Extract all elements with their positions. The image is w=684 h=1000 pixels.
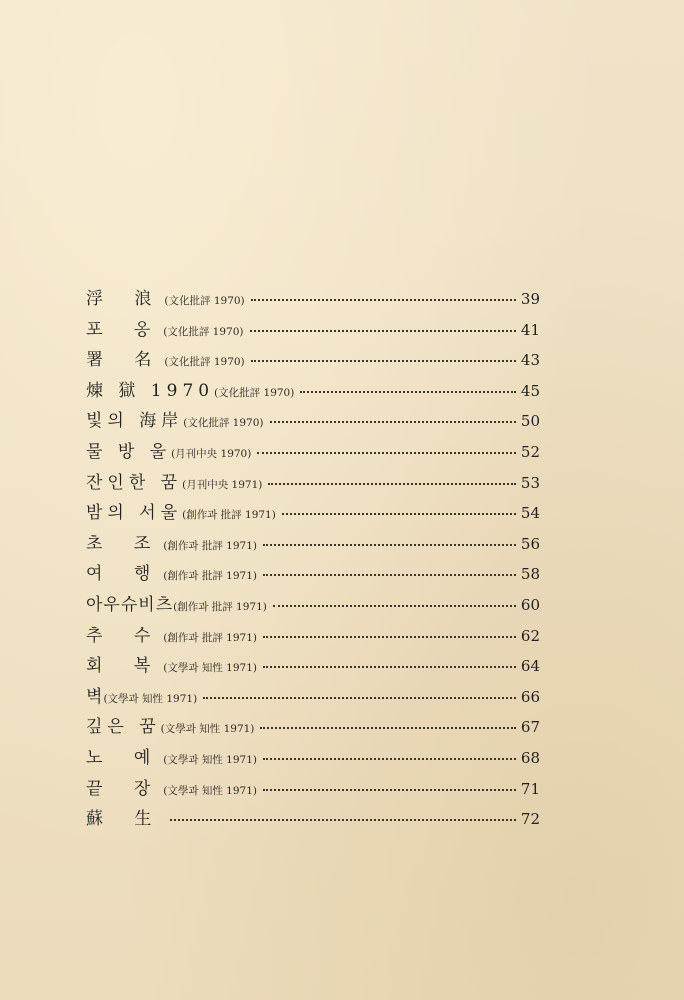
dot-leader [282, 506, 516, 518]
toc-entry-title: 노 예 [86, 747, 164, 768]
dot-leader [203, 690, 516, 702]
toc-entry-page-number: 50 [520, 412, 540, 431]
toc-entry-page-number: 66 [520, 687, 540, 706]
toc-entry-source: (文化批評 1970) [164, 356, 245, 369]
toc-entry-source: (月刊中央 1970) [171, 447, 252, 460]
toc-entry-page-number: 68 [520, 748, 540, 767]
toc-entry [86, 774, 540, 805]
dot-leader [263, 567, 516, 579]
toc-entry-page-number: 43 [520, 351, 540, 370]
toc-entry-page-number: 72 [520, 810, 540, 829]
toc-entry-page-number: 45 [520, 381, 540, 400]
toc-entry-page-number: 56 [520, 534, 540, 553]
toc-entry-source: (創作과 批評 1971) [182, 509, 276, 522]
toc-entry-source: (創作과 批評 1971) [173, 600, 267, 613]
toc-entry-source: (文化批評 1970) [214, 386, 295, 399]
toc-entry [86, 468, 540, 499]
toc-entry-source: (文學과 知性 1971) [160, 723, 255, 736]
toc-entry-source: (創作과 批評 1971) [163, 631, 257, 644]
toc-entry-source: (文化批評 1970) [163, 325, 244, 338]
toc-entry-page-number: 62 [520, 626, 540, 645]
toc-entry-page-number: 64 [520, 657, 540, 676]
toc-entry-page-number: 39 [520, 290, 540, 308]
dot-leader [300, 384, 516, 396]
toc-entry [86, 498, 540, 529]
toc-entry-page-number: 52 [520, 442, 540, 461]
toc-entry-page-number: 60 [520, 595, 540, 614]
toc-entry-page-number: 71 [520, 779, 540, 798]
dot-leader [263, 751, 516, 763]
toc-entry [86, 804, 540, 835]
toc-entry-title: 署 名 [86, 350, 165, 371]
toc-entry-title: 여 행 [86, 564, 164, 585]
toc-entry-title: 蘇 生 [86, 809, 165, 830]
toc-entry [86, 406, 540, 437]
toc-entry-title: 浮 浪 [86, 289, 165, 309]
toc-entry [86, 712, 540, 743]
toc-entry [86, 284, 540, 315]
toc-entry-title: 아우슈비츠 [86, 594, 174, 615]
dot-leader [263, 537, 516, 549]
toc-entry-title: 벽 [86, 686, 104, 707]
toc-entry-page-number: 41 [520, 320, 540, 339]
toc-entry-title: 깊은 꿈 [86, 717, 161, 738]
dot-leader [251, 292, 516, 304]
table-of-contents [86, 284, 540, 835]
dot-leader [270, 414, 516, 426]
toc-entry [86, 376, 540, 407]
dot-leader [260, 720, 516, 732]
toc-entry-title: 추 수 [86, 625, 164, 646]
toc-entry-source: (文學과 知性 1971) [103, 692, 198, 705]
dot-leader [170, 812, 516, 824]
dot-leader [257, 445, 516, 457]
toc-entry-source: (文化批評 1970) [164, 295, 245, 307]
toc-entry-source: (文學과 知性 1971) [163, 784, 257, 797]
dot-leader [263, 659, 516, 671]
toc-entry-source: (文學과 知性 1971) [163, 662, 257, 675]
dot-leader [251, 353, 516, 365]
toc-entry-page-number: 58 [520, 565, 540, 584]
dot-leader [263, 629, 516, 641]
toc-entry-title: 밤의 서울 [86, 503, 183, 524]
toc-entry-title: 끝 장 [86, 778, 164, 799]
dot-leader [263, 782, 516, 794]
dot-leader [268, 476, 516, 488]
toc-entry-title: 빛의 海岸 [86, 411, 184, 432]
toc-entry [86, 743, 540, 774]
dot-leader [250, 323, 516, 335]
toc-entry-title: 포 옹 [86, 319, 164, 340]
toc-entry-source: (創作과 批評 1971) [163, 539, 257, 552]
toc-entry-source: (文化批評 1970) [183, 417, 264, 430]
toc-entry [86, 345, 540, 376]
toc-entry [86, 315, 540, 346]
toc-entry [86, 621, 540, 652]
toc-entry-title: 회 복 [86, 656, 164, 677]
toc-entry-title: 초 조 [86, 533, 164, 554]
toc-entry [86, 529, 540, 560]
toc-entry-page-number: 54 [520, 504, 540, 523]
toc-entry-source: (文學과 知性 1971) [163, 753, 257, 766]
toc-entry-source: (創作과 批評 1971) [163, 570, 257, 583]
dot-leader [273, 598, 516, 610]
toc-entry-source: (月刊中央 1971) [182, 478, 263, 491]
toc-entry [86, 651, 540, 682]
toc-entry-title: 물 방 울 [86, 441, 172, 462]
toc-entry-title: 잔인한 꿈 [86, 472, 183, 493]
toc-entry-title: 煉 獄 1970 [86, 380, 215, 401]
toc-entry-page-number: 53 [520, 473, 540, 492]
toc-entry [86, 559, 540, 590]
toc-entry [86, 590, 540, 621]
toc-entry-page-number: 67 [520, 718, 540, 737]
toc-entry [86, 682, 540, 713]
toc-entry [86, 437, 540, 468]
